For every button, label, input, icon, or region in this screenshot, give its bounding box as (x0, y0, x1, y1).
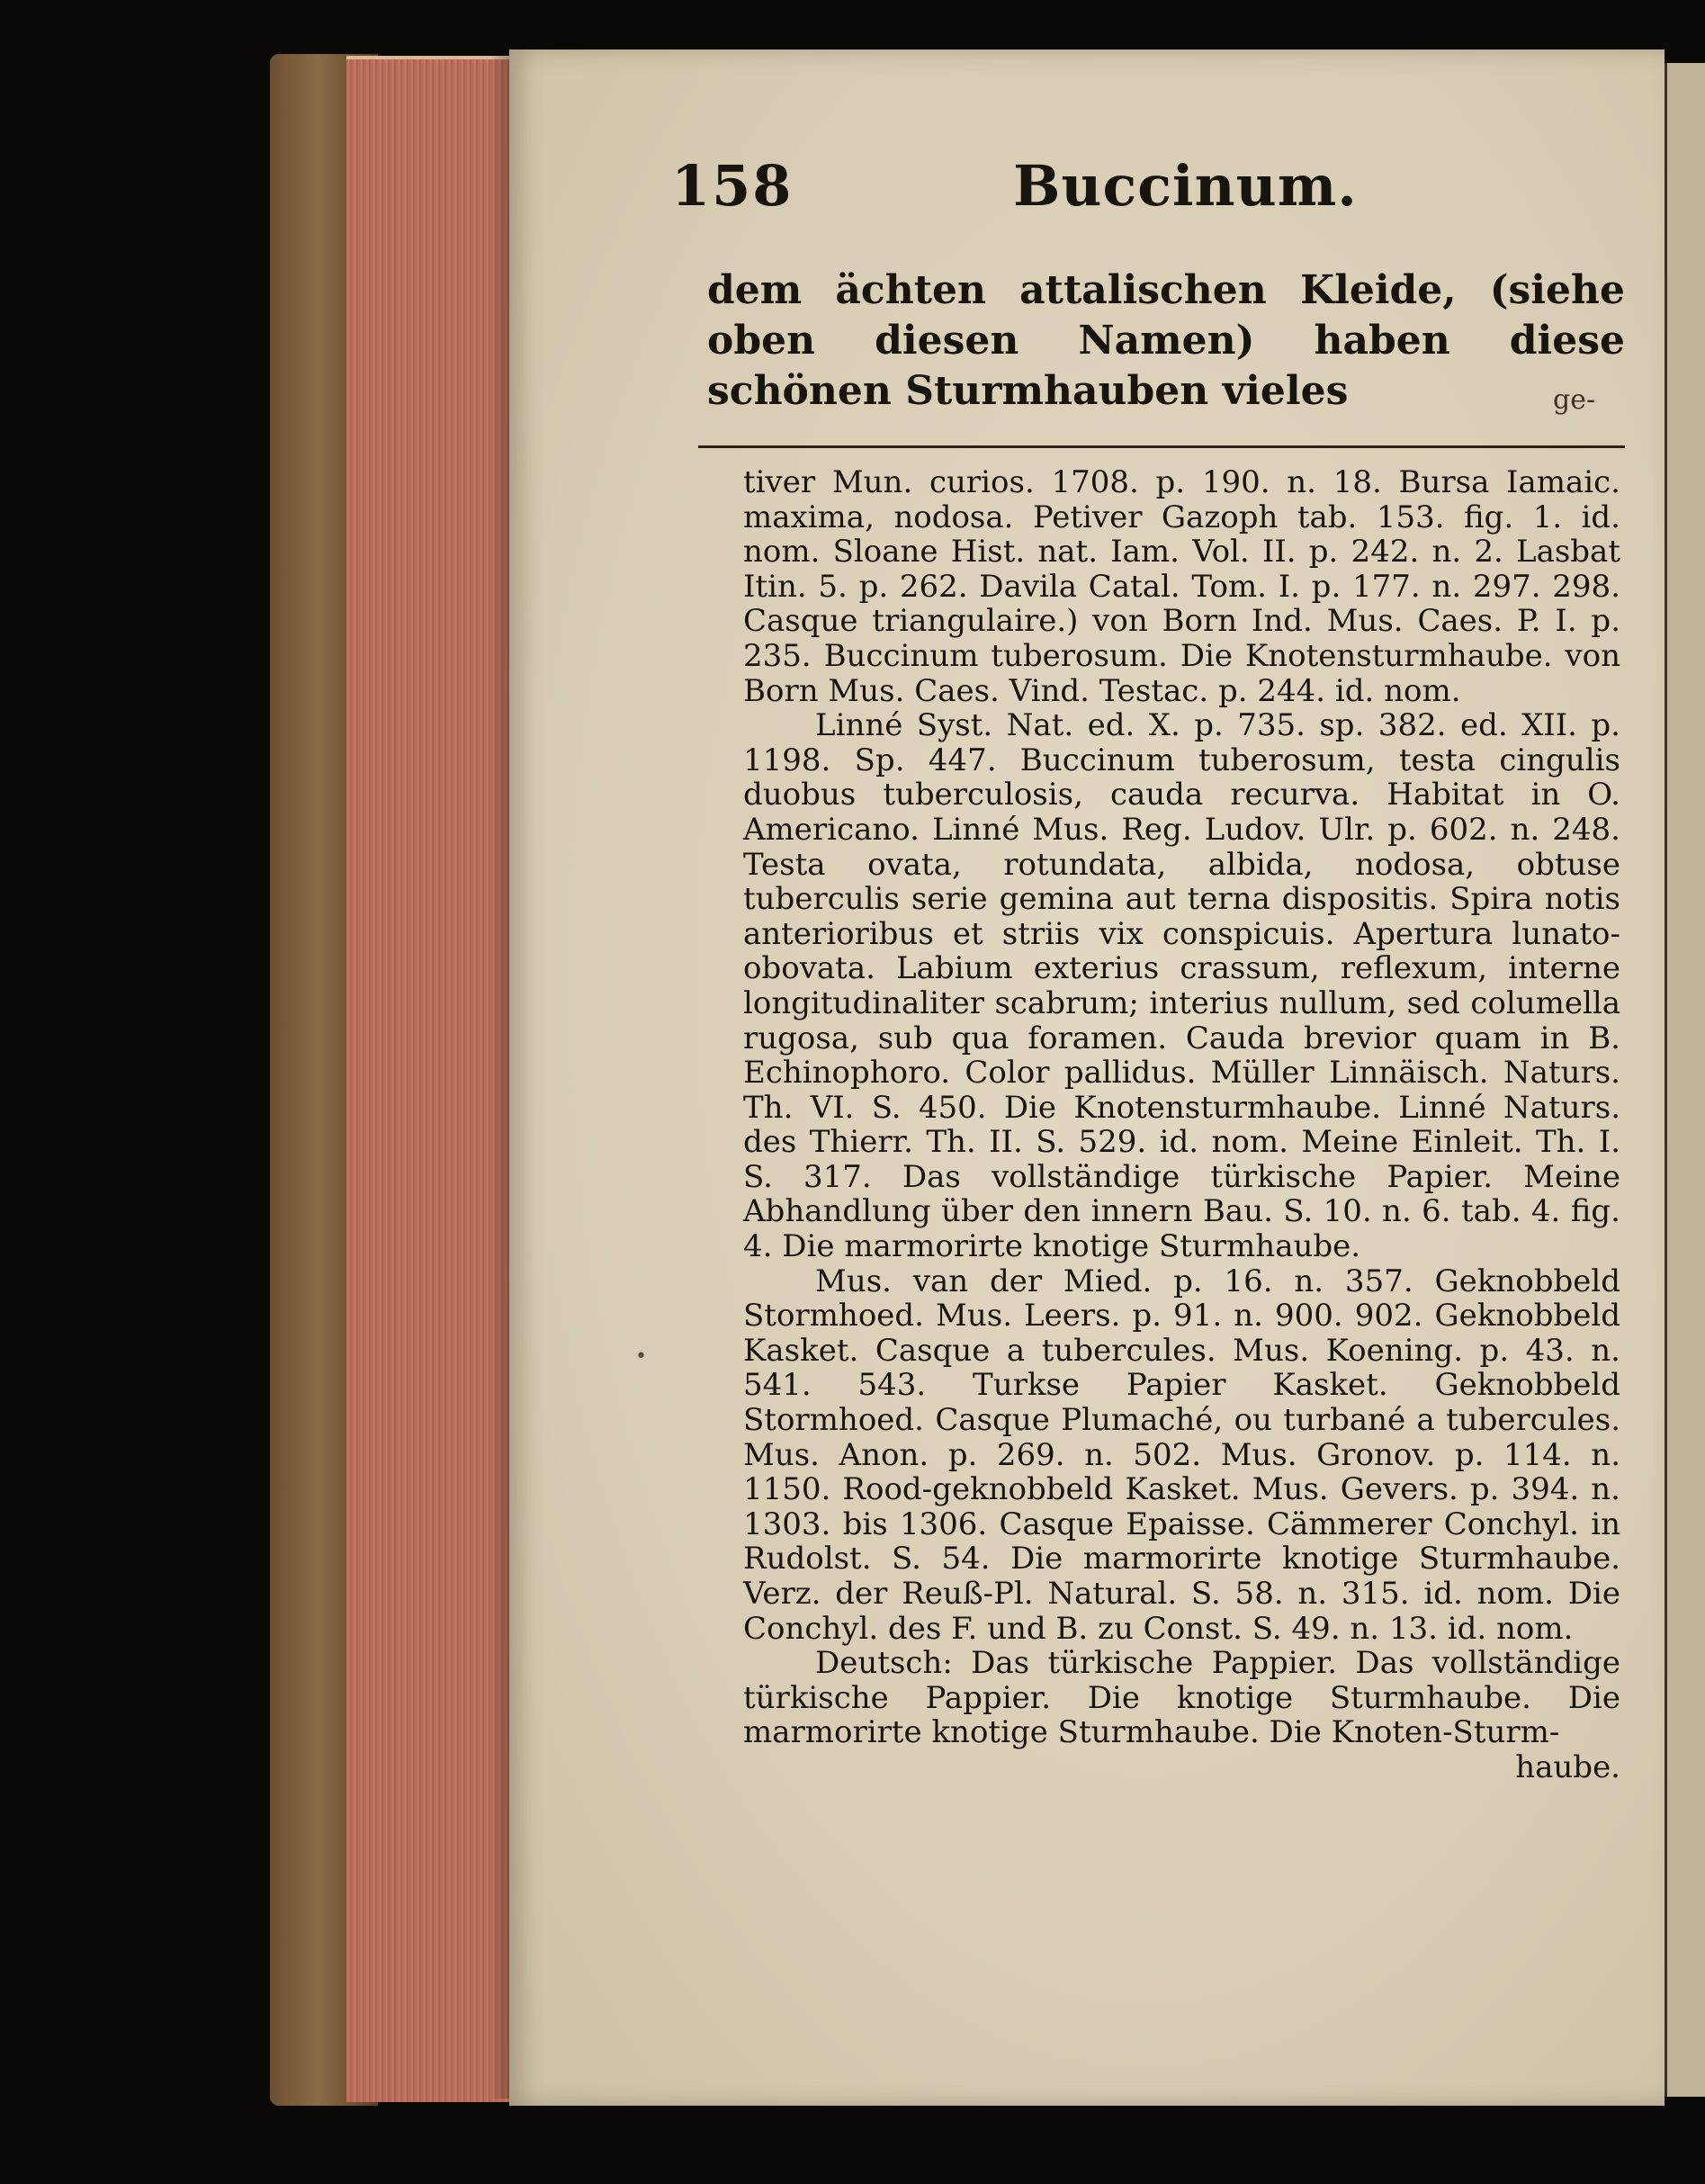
page-edges (346, 56, 513, 2102)
facing-page-edge (1665, 63, 1705, 2097)
footnote-rule (698, 445, 1625, 448)
footnotes (743, 465, 1620, 1785)
footnote-paragraph: tiver Mun. curios. 1708. p. 190. n. 18. Bursa Iamaic. maxima, nodosa. Petiver Gazoph tab. 153. fig. 1. id. nom. Sloane Hist. nat. Iam. Vol. II. p. 242. n. 2. Lasbat Itin. 5. p. 262. Davila Catal. Tom. I. p. 177. n. 297. 298. Casque triangulaire.) von Born Ind. Mus. Caes. P. I. p. 235. Buccinum tuberosum. Die Knotensturmhaube. von Born Mus. Caes. Vind. Testac. p. 244. id. nom. (743, 464, 1620, 709)
page-number: 158 (671, 153, 794, 219)
footnote-paragraph: Linné Syst. Nat. ed. X. p. 735. sp. 382. ed. XII. p. 1198. Sp. 447. Buccinum tuberosum, testa cingulis duobus tuberculosis, cauda recurva. Habitat in O. Americano. Linné Mus. Reg. Ludov. Ulr. p. 602. n. 248. Testa ovata, rotundata, albida, nodosa, obtuse tuberculis serie gemina aut terna dispositis. Spira notis anterioribus et striis vix conspicuis. Apertura lunato-obovata. Labium exterius crassum, reflexum, interne longitudinaliter scabrum; interius nullum, sed columella rugosa, sub qua foramen. Cauda brevior quam in B. Echinophoro. Color pallidus. Müller Linnäisch. Naturs. Th. VI. S. 450. Die Knotensturmhaube. Linné Naturs. des Thierr. Th. II. S. 529. id. nom. Meine Einleit. Th. I. S. 317. Das vollständige türkische Papier. Meine Abhandlung über den innern Bau. S. 10. n. 6. tab. 4. fig. 4. Die marmorirte knotige Sturmhaube. (743, 707, 1620, 1265)
running-head (509, 153, 1665, 261)
page-title: Buccinum. (1013, 153, 1358, 219)
footnote-paragraph: Mus. van der Mied. p. 16. n. 357. Geknobbeld Stormhoed. Mus. Leers. p. 91. n. 900. 902. Geknobbeld Kasket. Casque a tubercules. Mus. Koening. p. 43. n. 541. 543. Turkse Papier Kasket. Geknobbeld Stormhoed. Casque Plumaché, ou turbané a tubercules. Mus. Anon. p. 269. n. 502. Mus. Gronov. p. 114. n. 1150. Rood-geknobbeld Kasket. Mus. Gevers. p. 394. n. 1303. bis 1306. Casque Epaisse. Cämmerer Conchyl. in Rudolst. S. 54. Die marmorirte knotige Sturmhaube. Verz. der Reuß-Pl. Natural. S. 58. n. 315. id. nom. Die Conchyl. des F. und B. zu Const. S. 49. n. 13. id. nom. (743, 1263, 1620, 1647)
margin-dot: • (635, 1345, 647, 1368)
footnote-last-word: haube. (1515, 1748, 1620, 1785)
main-text: dem ächten attalischen Kleide, (siehe oben diesen Namen) haben diese schönen Sturmhauben vieles (707, 267, 1625, 414)
footnote-paragraph: Deutsch: Das türkische Pappier. Das vollständige türkische Pappier. Die knotige Sturmhaube. Die marmorirte knotige Sturmhaube. Die Knoten-Sturm- (743, 1645, 1620, 1751)
catchword: ge- (1553, 384, 1596, 416)
book-page (509, 49, 1665, 2106)
